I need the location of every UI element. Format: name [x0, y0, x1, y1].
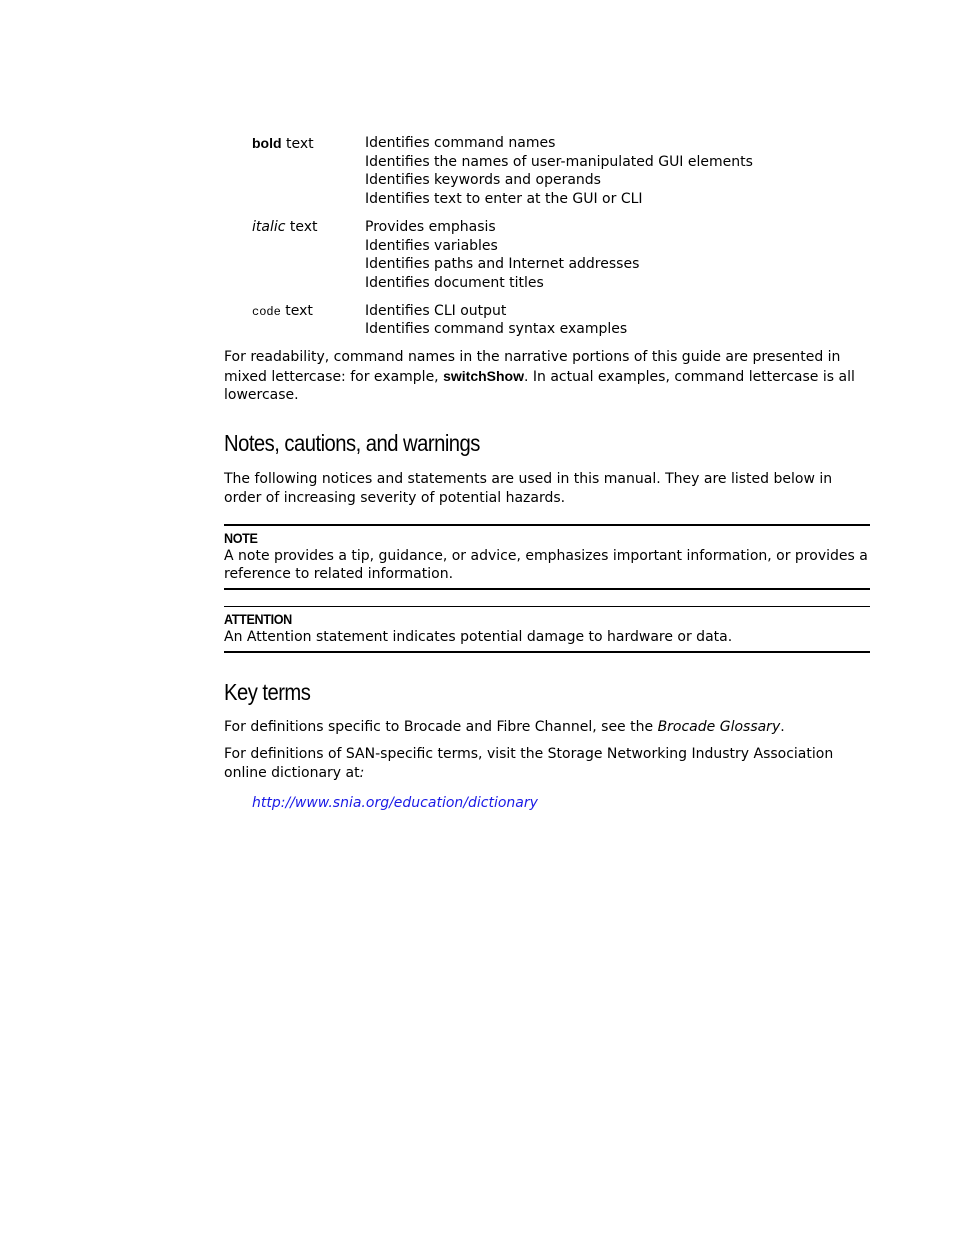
- glossary-paragraph: [224, 718, 870, 737]
- note-box: [224, 524, 870, 590]
- notices-heading: Notes, cautions, and warnings: [224, 430, 480, 457]
- snia-text: For definitions of SAN-specific terms, visit the Storage Networking Industry Association online dictionary at: [224, 746, 834, 782]
- term-suffix: text: [285, 218, 318, 235]
- term-italic: italic: [252, 218, 286, 235]
- convention-description: Identifies variables: [365, 237, 498, 254]
- link-container: [252, 792, 870, 811]
- attention-box: [224, 606, 870, 653]
- readability-paragraph: [224, 348, 870, 405]
- convention-description: Identifies the names of user-manipulated GUI elements: [365, 153, 753, 170]
- convention-term: [252, 218, 365, 293]
- command-keyword: switchShow: [443, 367, 524, 384]
- page-content: [224, 134, 870, 811]
- convention-descriptions: [365, 218, 870, 293]
- readability-text: . In actual examples, command lettercase is all lowercase.: [224, 368, 855, 404]
- text-conventions-table: [252, 134, 870, 339]
- convention-description: Identifies paths and Internet addresses: [365, 256, 640, 273]
- convention-description: Identifies document titles: [365, 274, 544, 291]
- key-terms-heading: Key terms: [224, 678, 311, 705]
- glossary-title: Brocade Glossary: [657, 718, 781, 735]
- term-suffix: text: [281, 136, 314, 152]
- convention-row-bold: [252, 134, 870, 209]
- convention-descriptions: [365, 302, 870, 339]
- notices-intro: The following notices and statements are used in this manual. They are listed below in order of increasing severity of potential hazards.: [224, 471, 833, 506]
- convention-row-code: [252, 302, 870, 339]
- convention-description: Identifies keywords and operands: [365, 172, 601, 189]
- term-bold: bold: [252, 135, 282, 151]
- convention-description: Identifies text to enter at the GUI or CLI: [365, 191, 643, 208]
- convention-term: [252, 302, 365, 339]
- convention-description: Identifies CLI output: [365, 302, 507, 319]
- attention-label: ATTENTION: [224, 610, 292, 627]
- convention-description: Identifies command names: [365, 135, 556, 151]
- snia-text: :: [359, 765, 365, 782]
- glossary-text: .: [780, 718, 785, 735]
- attention-text: An Attention statement indicates potential damage to hardware or data.: [224, 628, 733, 645]
- convention-row-italic: [252, 218, 870, 293]
- convention-description: Provides emphasis: [365, 218, 496, 235]
- term-suffix: text: [280, 302, 313, 319]
- term-code: code: [252, 304, 281, 319]
- snia-paragraph: [224, 745, 870, 782]
- readability-text: For readability, command names in the narrative portions of this guide are presented in mixed lettercase: for example,: [224, 349, 841, 385]
- convention-description: Identifies command syntax examples: [365, 321, 628, 338]
- snia-dictionary-link[interactable]: http://www.snia.org/education/dictionary: [252, 794, 538, 811]
- glossary-text: For definitions specific to Brocade and Fibre Channel, see the: [224, 718, 658, 735]
- convention-term: [252, 134, 365, 209]
- note-label: NOTE: [224, 529, 258, 546]
- note-text: A note provides a tip, guidance, or advice, emphasizes important information, or provides a reference to related information.: [224, 547, 868, 583]
- convention-descriptions: [365, 134, 870, 209]
